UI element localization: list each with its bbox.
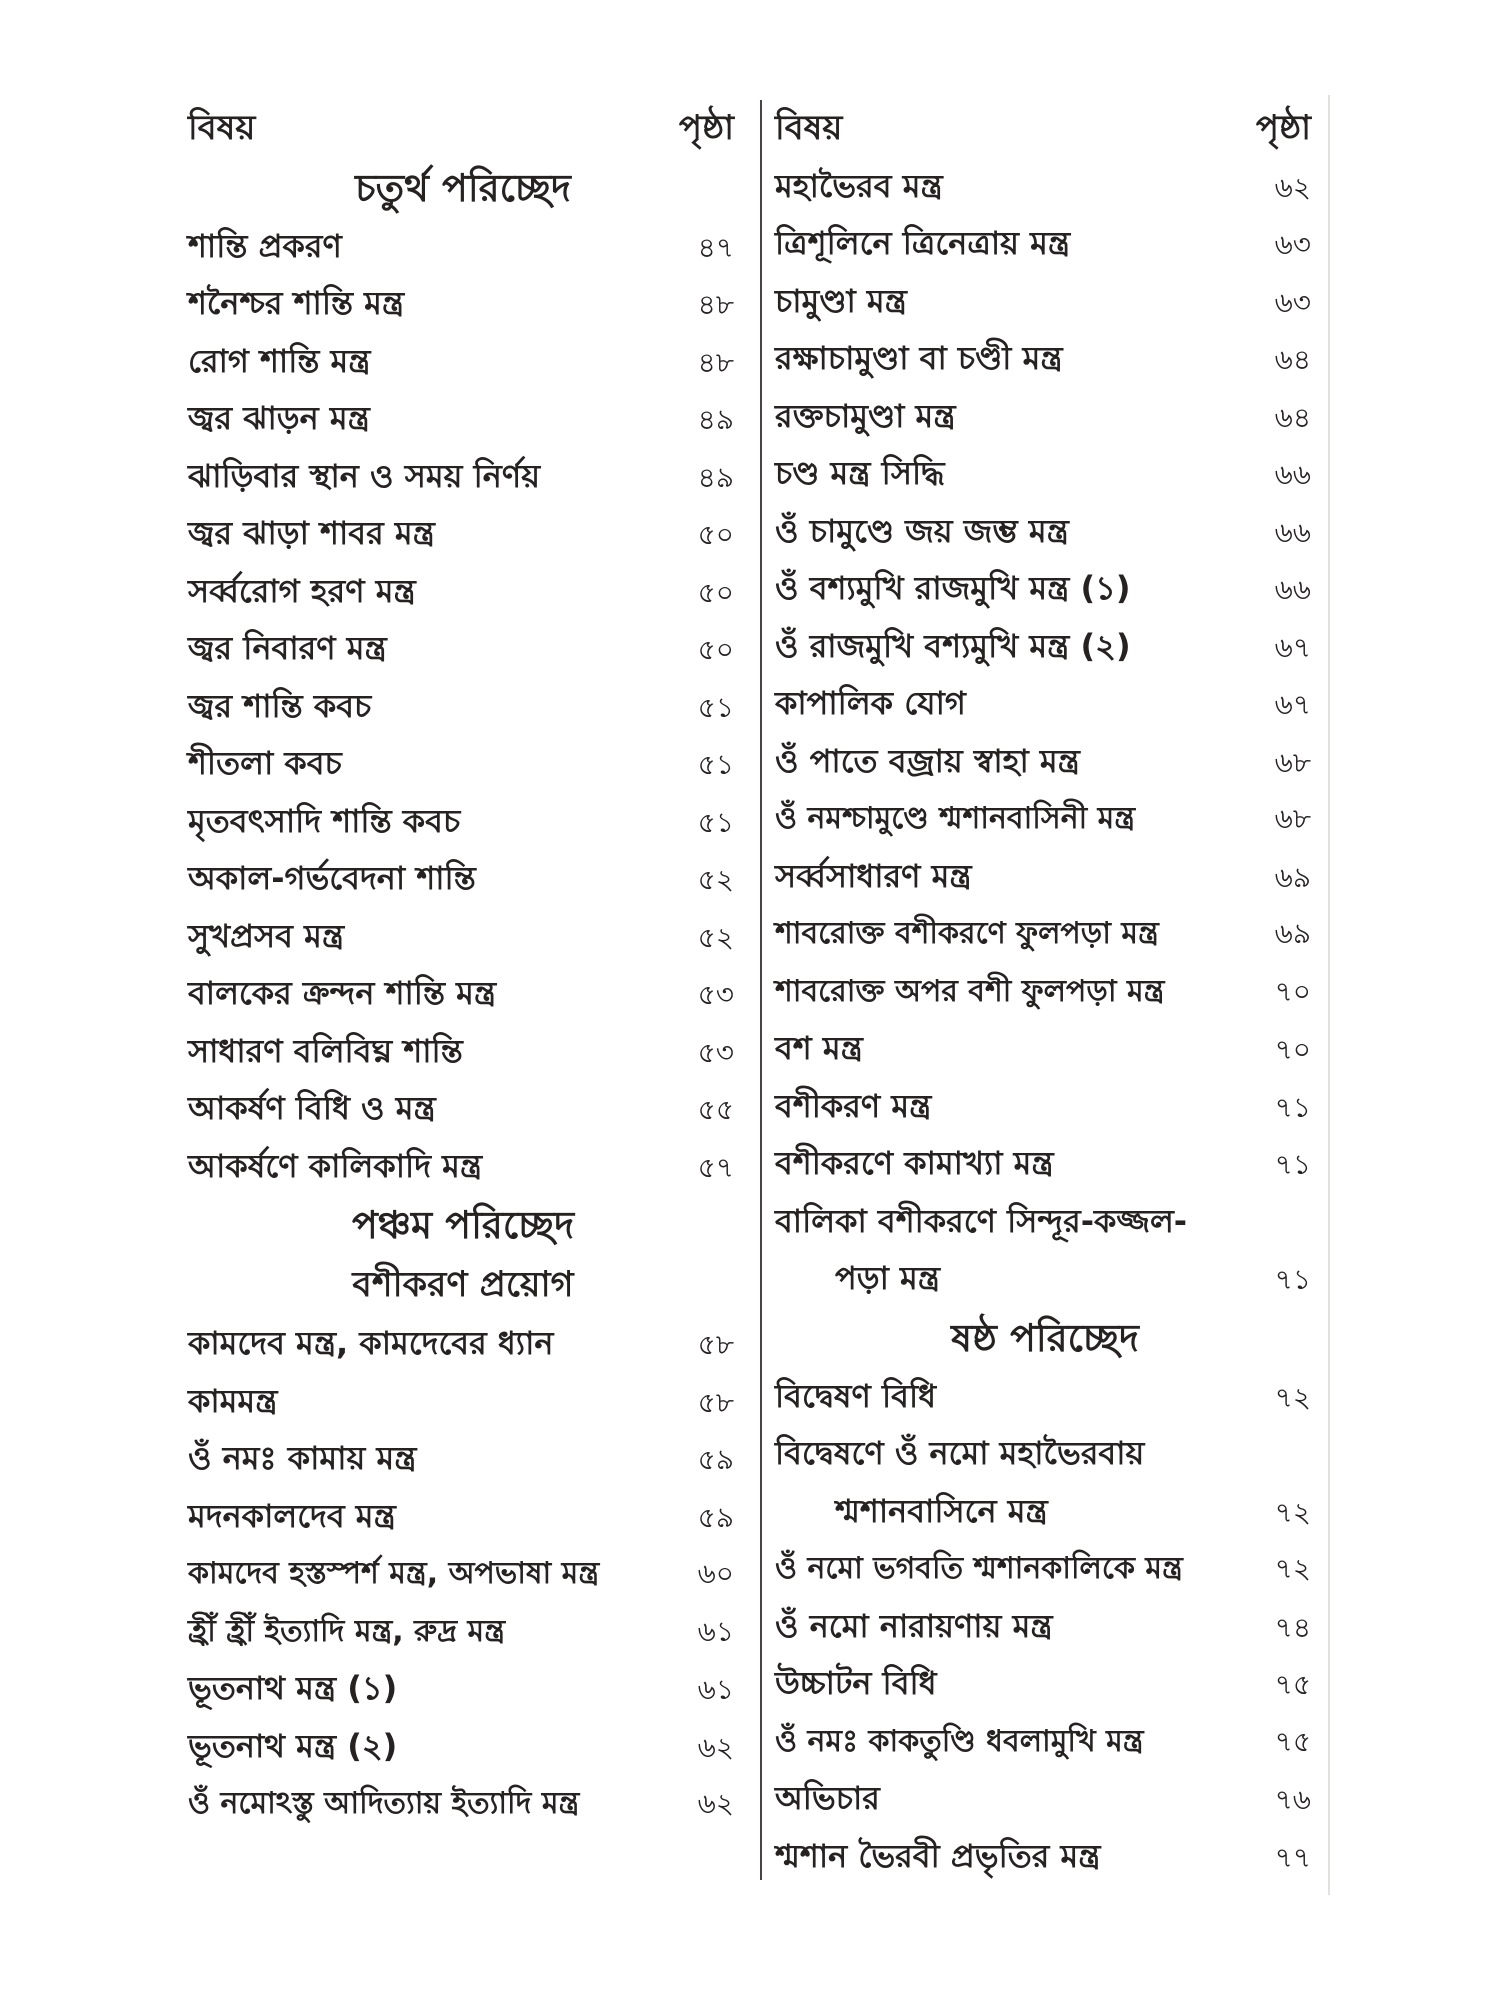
toc-row[interactable] xyxy=(775,1368,1315,1426)
column-divider xyxy=(760,100,762,1880)
toc-row[interactable] xyxy=(188,1775,738,1833)
entry-title: বালকের ক্রন্দন শান্তি মন্ত্র xyxy=(188,974,497,1012)
toc-row[interactable] xyxy=(188,620,738,678)
entry-title: মহাভৈরব মন্ত্র xyxy=(775,166,943,205)
entry-title: ওঁ নমো ভগবতি শ্মশানকালিকে মন্ত্র xyxy=(775,1551,1183,1586)
entry-title: রক্ষাচামুণ্ডা বা চণ্ডী মন্ত্র xyxy=(775,339,1063,377)
entry-title: চণ্ড মন্ত্র সিদ্ধি xyxy=(775,454,945,492)
toc-row[interactable] xyxy=(775,675,1315,733)
section-heading-6: ষষ্ঠ পরিচ্ছেদ xyxy=(951,1315,1139,1360)
toc-row[interactable] xyxy=(775,1713,1315,1771)
toc-row-line2 xyxy=(775,1250,1315,1308)
page-number: ৬২ xyxy=(697,1730,734,1764)
entry-title: অভিচার xyxy=(775,1779,880,1817)
page-number: ৫১ xyxy=(697,748,734,781)
entry-title: কামদেব হস্তস্পর্শ মন্ত্র, অপভাষা মন্ত্র xyxy=(188,1556,600,1591)
right-header xyxy=(775,100,1315,158)
toc-row[interactable] xyxy=(775,1135,1315,1193)
toc-row[interactable] xyxy=(188,1138,738,1196)
page-number: ৬৯ xyxy=(1274,917,1311,950)
left-list-a xyxy=(188,218,738,1196)
entry-title: শীতলা কবচ xyxy=(188,744,342,782)
entry-title: কাপালিক যোগ xyxy=(775,684,966,722)
toc-row[interactable] xyxy=(188,965,738,1023)
page-number: ৬৭ xyxy=(1274,688,1311,721)
page-number: ৭৪ xyxy=(1274,1610,1311,1644)
page-number: ৫৩ xyxy=(697,1035,734,1069)
page-edge xyxy=(1328,95,1330,1895)
entry-title: রক্তচামুণ্ডা মন্ত্র xyxy=(775,396,956,435)
page-number: ৭২ xyxy=(1274,1495,1311,1529)
page-number: ৫১ xyxy=(697,805,734,839)
entry-title: শাবরোক্ত অপর বশী ফুলপড়া মন্ত্র xyxy=(775,973,1165,1009)
toc-row[interactable] xyxy=(188,908,738,966)
entry-title: কামদেব মন্ত্র, কামদেবের ধ্যান xyxy=(188,1324,554,1362)
entry-title: বিদ্বেষণ বিধি xyxy=(775,1376,937,1415)
page-number: ৬৩ xyxy=(1274,228,1311,261)
page-number: ৫১ xyxy=(697,690,734,724)
page-number: ৬৮ xyxy=(1274,802,1311,835)
page-number: ৭০ xyxy=(1274,974,1311,1008)
toc-row[interactable] xyxy=(775,905,1315,963)
entry-title: জ্বর ঝাড়া শাবর মন্ত্র xyxy=(188,514,435,552)
entry-title: পড়া মন্ত্র xyxy=(835,1259,940,1297)
entry-title: মৃতবৎসাদি শান্তি কবচ xyxy=(188,801,461,840)
page-number: ৫৫ xyxy=(697,1093,734,1126)
entry-title: কামমন্ত্র xyxy=(188,1381,278,1420)
page-number: ৪৮ xyxy=(697,288,734,321)
page-number: ৫২ xyxy=(697,863,734,896)
entry-title: জ্বর নিবারণ মন্ত্র xyxy=(188,629,387,667)
page-number: ৫২ xyxy=(697,920,734,954)
toc-row[interactable] xyxy=(188,448,738,506)
toc-row[interactable] xyxy=(775,733,1315,791)
toc-row[interactable] xyxy=(188,390,738,448)
entry-title: উচ্চাটন বিধি xyxy=(775,1664,937,1702)
toc-row[interactable] xyxy=(188,1023,738,1081)
toc-row[interactable] xyxy=(775,1540,1315,1598)
right-column xyxy=(775,100,1315,1885)
toc-row-multiline[interactable] xyxy=(775,1425,1315,1540)
entry-title: হ্রীঁ হ্রীঁ ইত্যাদি মন্ত্র, রুদ্র মন্ত্র xyxy=(188,1613,506,1649)
page-heading: পৃষ্ঠা xyxy=(1255,108,1311,148)
toc-row[interactable] xyxy=(188,1660,738,1718)
page-number: ৭৫ xyxy=(1274,1668,1311,1701)
entry-title: রোগ শান্তি মন্ত্র xyxy=(188,341,371,380)
right-list-c xyxy=(775,1540,1315,1885)
entry-title: সর্ব্বরোগ হরণ মন্ত্র xyxy=(188,571,416,610)
page-heading: পৃষ্ঠা xyxy=(678,108,734,148)
toc-row[interactable] xyxy=(775,1078,1315,1136)
toc-row[interactable] xyxy=(188,333,738,391)
page-number: ৪৭ xyxy=(697,230,734,264)
page-number: ৪৯ xyxy=(697,403,734,436)
toc-row[interactable] xyxy=(775,1655,1315,1713)
entry-title: আকর্ষণে কালিকাদি মন্ত্র xyxy=(188,1146,483,1185)
toc-row[interactable] xyxy=(188,1315,738,1373)
right-list-a xyxy=(775,158,1315,1193)
toc-row[interactable] xyxy=(188,1718,738,1776)
entry-title: অকাল-গর্ভবেদনা শান্তি xyxy=(188,859,476,897)
page-number: ৫৮ xyxy=(697,1385,734,1419)
toc-row[interactable] xyxy=(775,963,1315,1021)
page-number: ৭০ xyxy=(1274,1033,1311,1066)
entry-title: সাধারণ বলিবিঘ্ন শান্তি xyxy=(188,1031,463,1070)
toc-row[interactable] xyxy=(188,735,738,793)
page-number: ৬১ xyxy=(697,1614,734,1648)
entry-title: ওঁ নমোঽস্তু আদিত্যায় ইত্যাদি মন্ত্র xyxy=(188,1786,580,1821)
entry-title: মদনকালদেব মন্ত্র xyxy=(188,1496,396,1535)
page-number: ৬৭ xyxy=(1274,630,1311,664)
toc-row[interactable] xyxy=(188,1430,738,1488)
toc-row[interactable] xyxy=(188,1080,738,1138)
toc-row[interactable] xyxy=(188,275,738,333)
toc-row[interactable] xyxy=(188,1603,738,1661)
page-number: ৭৬ xyxy=(1274,1783,1311,1816)
toc-row[interactable] xyxy=(775,618,1315,676)
page-number: ৬৬ xyxy=(1274,458,1311,491)
toc-row-line1: বালিকা বশীকরণে সিন্দূর-কজ্জল- xyxy=(775,1201,1188,1240)
entry-title: জ্বর শান্তি কবচ xyxy=(188,686,372,725)
toc-row[interactable] xyxy=(775,560,1315,618)
entry-title: বশীকরণে কামাখ্যা মন্ত্র xyxy=(775,1144,1054,1182)
page-number: ৫৮ xyxy=(697,1328,734,1361)
page-number: ৬৬ xyxy=(1274,573,1311,606)
page-number: ৫৩ xyxy=(697,978,734,1011)
toc-row[interactable] xyxy=(188,678,738,736)
entry-title: শ্মশানবাসিনে মন্ত্র xyxy=(835,1491,1048,1530)
page-number: ৪৯ xyxy=(697,460,734,494)
toc-row[interactable] xyxy=(775,445,1315,503)
entry-title: চামুণ্ডা মন্ত্র xyxy=(775,281,907,320)
left-column xyxy=(188,100,738,1833)
entry-title: ওঁ নমঃ কাকতুণ্ডি ধবলামুখি মন্ত্র xyxy=(775,1723,1144,1759)
toc-row-line2 xyxy=(775,1483,1315,1541)
subject-heading: বিষয় xyxy=(188,108,256,148)
subsection-heading: বশীকরণ প্রয়োগ xyxy=(352,1265,574,1305)
entry-title: শান্তি প্রকরণ xyxy=(188,226,342,265)
page-number: ৫৭ xyxy=(697,1150,734,1184)
entry-title: শাবরোক্ত বশীকরণে ফুলপড়া মন্ত্র xyxy=(775,916,1159,951)
subject-heading: বিষয় xyxy=(775,108,843,148)
toc-row[interactable] xyxy=(775,388,1315,446)
toc-row[interactable] xyxy=(775,1020,1315,1078)
toc-row-line1: বিদ্বেষণে ওঁ নমো মহাভৈরবায় xyxy=(775,1434,1145,1472)
toc-row[interactable] xyxy=(188,1488,738,1546)
page-number: ৭১ xyxy=(1274,1090,1311,1124)
entry-title: আকর্ষণ বিধি ও মন্ত্র xyxy=(188,1089,436,1127)
page-number: ৬২ xyxy=(697,1787,734,1820)
left-list-b xyxy=(188,1315,738,1833)
entry-title: জ্বর ঝাড়ন মন্ত্র xyxy=(188,399,370,437)
toc-row[interactable] xyxy=(775,1770,1315,1828)
entry-title: ঝাড়িবার স্থান ও সময় নির্ণয় xyxy=(188,456,541,495)
entry-title: ওঁ চামুণ্ডে জয় জম্ভ মন্ত্র xyxy=(775,511,1069,550)
entry-title: ভূতনাথ মন্ত্র (২) xyxy=(188,1726,398,1765)
page-number: ৬৩ xyxy=(1274,285,1311,319)
toc-row[interactable] xyxy=(775,1828,1315,1886)
page-number: ৬৮ xyxy=(1274,745,1311,779)
toc-row[interactable] xyxy=(775,790,1315,848)
page-number: ৬০ xyxy=(697,1557,734,1590)
entry-title: ত্রিশূলিনে ত্রিনেত্রায় মন্ত্র xyxy=(775,224,1071,262)
section-heading-5: পঞ্চম পরিচ্ছেদ xyxy=(351,1203,575,1247)
page-number: ৬১ xyxy=(697,1673,734,1706)
page-number: ৭২ xyxy=(1274,1380,1311,1414)
entry-title: ওঁ রাজমুখি বশ্যমুখি মন্ত্র (২) xyxy=(775,626,1131,665)
toc-row[interactable] xyxy=(775,215,1315,273)
toc-row[interactable] xyxy=(775,330,1315,388)
page-number: ৭৫ xyxy=(1274,1724,1311,1758)
entry-title: ওঁ নমঃ কামায় মন্ত্র xyxy=(188,1439,417,1477)
toc-row[interactable] xyxy=(188,1545,738,1603)
page-number: ৭১ xyxy=(1274,1263,1311,1296)
toc-row[interactable] xyxy=(775,1598,1315,1656)
page-number: ৫৯ xyxy=(697,1443,734,1476)
toc-row-multiline[interactable] xyxy=(775,1193,1315,1308)
entry-title: ভূতনাথ মন্ত্র (১) xyxy=(188,1669,398,1707)
page-number: ৬৪ xyxy=(1274,343,1311,376)
page-number: ৭২ xyxy=(1274,1552,1311,1585)
page-number: ৫০ xyxy=(697,633,734,666)
toc-row[interactable] xyxy=(188,563,738,621)
entry-title: ওঁ নমশ্চামুণ্ডে শ্মশানবাসিনী মন্ত্র xyxy=(775,801,1136,836)
entry-title: ওঁ বশ্যমুখি রাজমুখি মন্ত্র (১) xyxy=(775,569,1131,607)
toc-row[interactable] xyxy=(188,850,738,908)
entry-title: ওঁ পাতে বজ্রায় স্বাহা মন্ত্র xyxy=(775,741,1080,780)
entry-title: শ্মশান ভৈরবী প্রভৃতির মন্ত্র xyxy=(775,1836,1101,1875)
toc-row[interactable] xyxy=(188,218,738,276)
toc-row[interactable] xyxy=(775,848,1315,906)
left-header xyxy=(188,100,738,158)
entry-title: বশীকরণ মন্ত্র xyxy=(775,1086,932,1125)
entry-title: সুখপ্রসব মন্ত্র xyxy=(188,916,345,955)
toc-row[interactable] xyxy=(775,503,1315,561)
page-number: ৫০ xyxy=(697,518,734,551)
section-heading-4: চতুর্থ পরিচ্ছেদ xyxy=(355,165,571,210)
page-number: ৪৮ xyxy=(697,345,734,379)
page-number: ৫০ xyxy=(697,575,734,609)
toc-row[interactable] xyxy=(188,1373,738,1431)
entry-title: ওঁ নমো নারায়ণায় মন্ত্র xyxy=(775,1606,1053,1645)
page-number: ৬২ xyxy=(1274,170,1311,204)
page-number: ৭৭ xyxy=(1274,1840,1311,1874)
page-number: ৬৯ xyxy=(1274,860,1311,894)
page-number: ৬৪ xyxy=(1274,400,1311,434)
page-number: ৬৬ xyxy=(1274,515,1311,549)
toc-row[interactable] xyxy=(775,273,1315,331)
entry-title: বশ মন্ত্র xyxy=(775,1029,863,1067)
toc-row[interactable] xyxy=(775,158,1315,216)
toc-row[interactable] xyxy=(188,793,738,851)
entry-title: সর্ব্বসাধারণ মন্ত্র xyxy=(775,856,972,895)
page-number: ৭১ xyxy=(1274,1148,1311,1181)
toc-row[interactable] xyxy=(188,505,738,563)
page-number: ৫৯ xyxy=(697,1500,734,1534)
entry-title: শনৈশ্চর শান্তি মন্ত্র xyxy=(188,284,405,322)
